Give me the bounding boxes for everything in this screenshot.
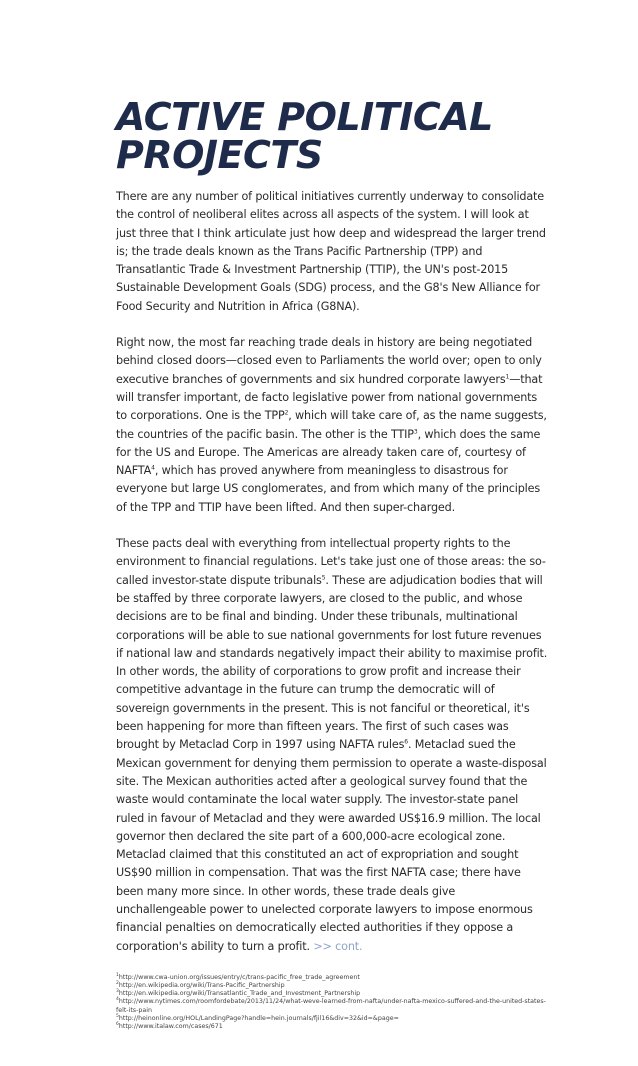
footnote-number: 1 xyxy=(116,972,119,978)
footnote-url: http://www.nytimes.com/roomfordebate/2013/11/24/what-weve-learned-from-nafta/under-nafta-mexico-suffered-and-the-united-states-felt-its-pain xyxy=(116,998,546,1014)
paragraph-2 xyxy=(116,334,548,517)
p2-text-b: —that will transfer important, de facto legislative power from national governments to corporations. One is the TPP xyxy=(116,372,543,423)
footnote-ref-6: 6 xyxy=(404,738,408,746)
footnote-url: http://en.wikipedia.org/wiki/Transatlantic_Trade_and_Investment_Partnership xyxy=(118,990,361,998)
p3-text-b: . These are adjudication bodies that will be staffed by three corporate lawyers, are closed to the public, and whose decisions are to be final and binding. Under these tribunals, multinational corporations will be able to sue national governments for lost future revenues if national law and standards negatively impact their ability to maximise profit. In other words, the ability of corporations to grow profit and increase their competitive advantage in the future can trump the democratic will of sovereign governments in the present. This is not fanciful or theoretical, it's been happening for more than fifteen years. The first of such cases was brought by Metaclad Corp in 1997 using NAFTA rules xyxy=(116,573,548,752)
footnote-number: 6 xyxy=(116,1022,119,1027)
p3-text-c: . Metaclad sued the Mexican government for denying them permission to operate a waste-disposal site. The Mexican authorities acted after a geological survey found that the waste would contaminate the local water supply. The investor-state panel ruled in favour of Metaclad and they were awarded US$16.9 million. The local governor then declared the site part of a 600,000-acre ecological zone. Metaclad claimed that this constituted an act of expropriation and sought US$90 million in compensation. That was the first NAFTA case; there have been many more since. In other words, these trade deals give unchallengeable power to unelected corporate lawyers to impose enormous financial penalties on democratically elected authorities if they oppose a corporation's ability to turn a profit. xyxy=(116,738,547,953)
footnote-url: http://www.italaw.com/cases/671 xyxy=(118,1023,223,1031)
footnote-ref-1: 1 xyxy=(505,372,510,380)
p3-text-a: These pacts deal with everything from intellectual property rights to the environment to financial regulations. Let's take just one of those areas: the so-called investor-state dispute tribunals xyxy=(116,537,546,587)
paragraph-3 xyxy=(116,535,548,956)
footnote-url: http://heinonline.org/HOL/LandingPage?handle=hein.journals/fjil16&div=32&id=&page= xyxy=(118,1014,399,1022)
page-content xyxy=(116,95,548,1031)
footnote-ref-2: 2 xyxy=(284,409,289,417)
footnote-url: http://en.wikipedia.org/wiki/Trans-Pacific_Partnership xyxy=(118,982,285,990)
p2-text-c: , which will take care of, as the name suggests, the countries of the pacific basin. The other is the TTIP xyxy=(116,409,547,441)
footnote-4[interactable] xyxy=(116,998,548,1014)
p2-text-a: Right now, the most far reaching trade deals in history are being negotiated behind closed doors—closed even to Parliaments the world over; open to only executive branches of governments and six hundred corporate lawyers xyxy=(116,336,542,386)
title-line-1: ACTIVE POLITICAL xyxy=(116,95,493,139)
footnote-6[interactable] xyxy=(116,1023,548,1031)
page-title xyxy=(116,95,548,177)
footnote-5[interactable] xyxy=(116,1015,548,1023)
continue-link[interactable]: >> cont. xyxy=(313,939,363,953)
footnote-ref-3: 3 xyxy=(413,427,418,435)
footnotes xyxy=(116,974,548,1031)
title-line-2: PROJECTS xyxy=(116,133,323,177)
footnote-number: 4 xyxy=(116,997,119,1003)
footnote-url: http://www.cwa-union.org/issues/entry/c/trans-pacific_free_trade_agreement xyxy=(118,973,360,981)
paragraph-1: There are any number of political initiatives currently underway to consolidate the control of neoliberal elites across all aspects of the system. I will look at just three that I think articulate just how deep and widespread the larger trend is; the trade deals known as the Trans Pacific Partnership (TPP) and Transatlantic Trade & Investment Partnership (TTIP), the UN's post-2015 Sustainable Development Goals (SDG) process, and the G8's New Alliance for Food Security and Nutrition in Africa (G8NA). xyxy=(116,190,546,313)
footnote-number: 3 xyxy=(116,989,119,995)
footnote-ref-4: 4 xyxy=(151,464,155,472)
p2-text-d: , which does the same for the US and Europe. The Americas are already taken care of, courtesy of NAFTA xyxy=(116,427,541,478)
footnote-ref-5: 5 xyxy=(321,573,326,581)
footnote-1[interactable] xyxy=(116,974,548,982)
footnote-number: 5 xyxy=(116,1013,119,1019)
p2-text-e: , which has proved anywhere from meaningless to disastrous for everyone but large US conglomerates, and from which many of the principles of the TPP and TTIP have been lifted. And then super-charged. xyxy=(116,464,541,514)
footnote-number: 2 xyxy=(116,980,119,986)
